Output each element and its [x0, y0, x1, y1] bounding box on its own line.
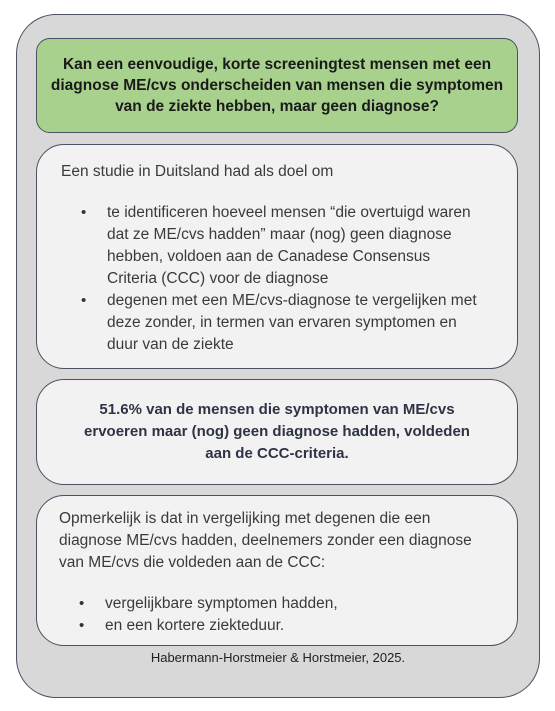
study-intro: Een studie in Duitsland had als doel om — [61, 163, 334, 180]
result-card — [36, 379, 518, 485]
finding-intro: Opmerkelijk is dat in vergelijking met degenen die een diagnose ME/cvs hadden, deelnemers zonder een diagnose van ME/cvs die voldeden aan de CCC: — [59, 510, 472, 571]
study-bullet: • te identificeren hoeveel mensen “die overtuigd waren dat ze ME/cvs hadden” maar (nog) geen diagnose hebben, voldoen aan de Canadese Consensus Criteria (CCC) voor de diagnose — [61, 202, 481, 290]
question-header — [36, 38, 518, 133]
finding-bullet: • vergelijkbare symptomen hadden, — [59, 593, 495, 615]
citation: Habermann-Horstmeier & Horstmeier, 2025. — [150, 650, 406, 665]
finding-bullet-list — [59, 593, 495, 637]
study-card — [36, 144, 518, 369]
study-bullet: • degenen met een ME/cvs-diagnose te vergelijken met deze zonder, in termen van ervaren symptomen en duur van de ziekte — [61, 290, 481, 356]
question-text: Kan een eenvoudige, korte screeningtest mensen met een diagnose ME/cvs onderscheiden van mensen die symptomen van de ziekte hebben, maar geen diagnose? — [50, 56, 504, 115]
finding-card — [36, 495, 518, 646]
study-bullet-list — [61, 202, 481, 356]
finding-bullet: • en een kortere ziekteduur. — [59, 615, 495, 637]
result-text: 51.6% van de mensen die symptomen van ME/cvs ervoeren maar (nog) geen diagnose hadden, voldeden aan de CCC-criteria. — [84, 401, 470, 462]
